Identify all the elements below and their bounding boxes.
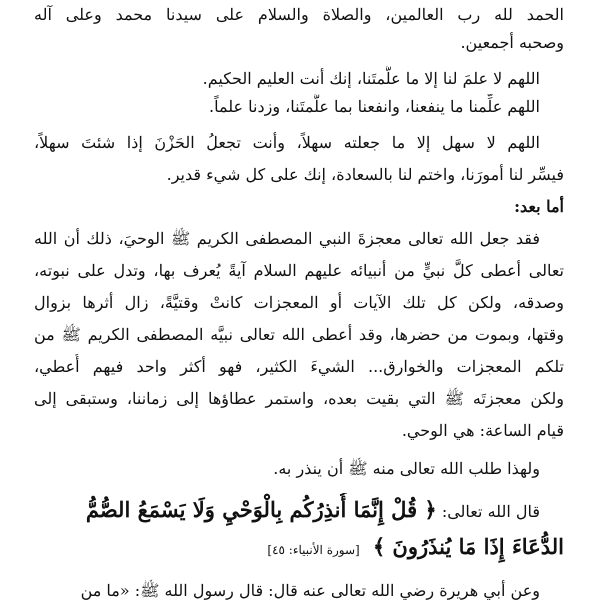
paragraph-line-6: ولكن معجزتَه ﷺ التي بقيت بعده، واستمر عطاؤها إلى زماننا، وستبقى إلى bbox=[34, 389, 564, 408]
paragraph-line-2: تعالى أعطى كلَّ نبيٍّ من أنبيائه عليهم السلام آيةً يُعرف بها، وتدل على نبوته، bbox=[34, 261, 564, 280]
text-line-2: وصحبه أجمعين. bbox=[460, 33, 564, 52]
paragraph-line-1: فقد جعل الله تعالى معجزةَ النبي المصطفى الكريم ﷺ الوحيَ، ذلك أن الله bbox=[34, 229, 540, 248]
prayer-line-2: اللهم علِّمنا ما ينفعنا، وانفعنا بما علَّمتَنا، وزدنا علماً. bbox=[209, 97, 540, 116]
quran-verse-part-1: ﴿ قُلْ إِنَّمَا أُنذِرُكُم بِالْوَحْيِ وَلَا يَسْمَعُ الصُّمُّ bbox=[85, 497, 437, 522]
quran-reference: [سورة الأنبياء: ٤٥] bbox=[267, 543, 360, 557]
paragraph-line-3: وصدقه، ولكن كل تلك الآيات أو المعجزات كانتْ وقتيَّةً، زال أثرها بزوال bbox=[34, 293, 564, 312]
prayer-line-4: فيسِّر لنا أمورَنا، واختم لنا بالسعادة، إنك على كل شيء قدير. bbox=[166, 165, 564, 184]
quran-intro: قال الله تعالى: bbox=[441, 502, 540, 521]
quran-verse-part-2: الدُّعَاءَ إِذَا مَا يُنذَرُونَ ﴾ bbox=[372, 534, 564, 559]
prayer-line-3: اللهم لا سهل إلا ما جعلته سهلاً، وأنت تجعلُ الحَزْنَ إذا شئتَ سهلاً، bbox=[34, 133, 540, 152]
prayer-line-1: اللهم لا علمَ لنا إلا ما علَّمتَنا، إنك أنت العليم الحكيم. bbox=[202, 69, 540, 88]
section-heading: أما بعد: bbox=[514, 197, 564, 216]
paragraph-line-4: وقتها، وبموت من حضرها، وقد أعطى الله تعالى نبيَّه المصطفى الكريم ﷺ من bbox=[34, 325, 564, 344]
quran-verse-line-2 bbox=[34, 530, 564, 564]
paragraph-line-8: ولهذا طلب الله تعالى منه ﷺ أن ينذر به. bbox=[273, 459, 540, 478]
text-line-1: الحمد لله رب العالمين، والصلاة والسلام على سيدنا محمد وعلى آله bbox=[34, 5, 564, 24]
hadith-line-1: وعن أبي هريرة رضي الله تعالى عنه قال: قال رسول الله ﷺ: «ما من bbox=[80, 581, 540, 600]
paragraph-line-5: تلكم المعجزات والخوارق... الشيءَ الكثير، فهو أكثر واحد فيهم أُعطي، bbox=[34, 357, 564, 376]
paragraph-line-7: قيام الساعة: هي الوحي. bbox=[401, 421, 564, 440]
quran-verse-line-1 bbox=[34, 493, 540, 527]
